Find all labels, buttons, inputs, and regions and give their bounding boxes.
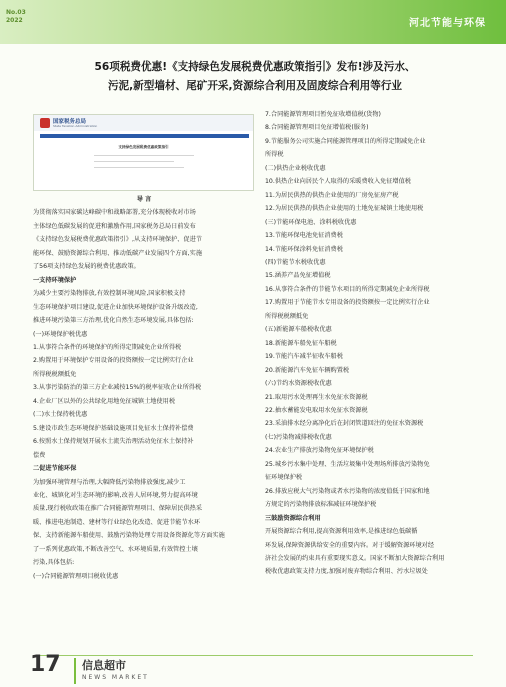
text-line — [94, 167, 184, 168]
subsection-heading: (七)污染物减排税收优惠 — [265, 433, 332, 441]
list-item: 所得税 — [265, 151, 284, 159]
subsection-heading: (一)环境保护税优惠 — [33, 330, 88, 338]
footer-accent-bar — [74, 658, 76, 684]
list-item: 所得税税额抵免 — [33, 370, 77, 378]
header-band — [0, 0, 506, 44]
list-item: 14.节能环保涂料免征消费税 — [265, 245, 343, 253]
subsection-heading: (二)水土保持税优惠 — [33, 411, 88, 419]
paragraph-line: 了一系列优惠政策,不断改善空气、水环境质量,有效管控土壤 — [33, 545, 198, 553]
list-item: 25.城乡污水集中处理、生活垃圾集中处理场所排放污染物免 — [265, 460, 430, 468]
list-item: 所得税税额抵免 — [265, 312, 309, 320]
paragraph-line: 为加强环境管理与治理,大幅降低污染物排放强度,减少工 — [33, 478, 186, 486]
section-heading: 一支持环境保护 — [33, 276, 77, 284]
magazine-section-cn: 信息超市 — [82, 659, 126, 672]
paragraph-line: 污染,具体包括: — [33, 559, 75, 567]
headline-line: 污泥,新型墙材、尾矿开采,资源综合利用及固废综合利用等行业 — [107, 80, 403, 92]
section-title: 河北节能与环保 — [409, 18, 486, 29]
paragraph-line: 环发展,保障资源供给安全的重要内容。对于缓解资源环境对经 — [265, 541, 435, 549]
list-item: 26.排放应税大气污染物或者水污染物的浓度值低于国家和地 — [265, 487, 430, 495]
site-nav-bar — [40, 134, 249, 138]
list-item: 11.为居民供热的供热企业使用的厂房免征房产税 — [265, 191, 399, 199]
list-item: 方规定的污染物排放标准减征环境保护税 — [265, 501, 377, 509]
list-item: 13.节能环保电池免征消费税 — [265, 232, 343, 240]
text-line — [94, 161, 174, 162]
subsection-heading: (三)节能环保电池、涂料税收优惠 — [265, 218, 357, 226]
subsection-heading: (五)新能源车船税收优惠 — [265, 326, 332, 334]
paragraph-line: 《支持绿色发展税费优惠政策指引》,从支持环境保护、促进节 — [33, 236, 203, 244]
list-item: 17.购置用于节能节水专用设备的投资额按一定比例实行企业 — [265, 299, 430, 307]
list-item: 1.从事符合条件的环境保护的所得定期减免企业所得税 — [33, 343, 182, 351]
paragraph-line: 导 言 — [136, 196, 152, 203]
list-item: 20.新能源汽车免征车辆购置税 — [265, 366, 350, 374]
issue-label — [6, 9, 26, 25]
list-item: 3.从事污染防治的第三方企业减按15%的税率征收企业所得税 — [33, 384, 202, 392]
tax-bureau-logo — [40, 118, 50, 128]
list-item: 10.供热企业向居民个人取得的采暖费收入免征增值税 — [265, 178, 411, 186]
left-column — [33, 193, 255, 583]
issue-year: 2022 — [6, 17, 23, 24]
article-headline — [40, 58, 470, 96]
paragraph-line: 税收优惠政策支持力度,加强对废弃物综合利用、污水垃圾处 — [265, 568, 428, 576]
list-item: 7.合同能源管理项目暂免征收增值税(货物) — [265, 111, 381, 118]
list-item: 18.新能源车船免征车船税 — [265, 339, 337, 347]
paragraph-line: 为减少主要污染物排放,有效控制环境风险,国家积极支持 — [33, 290, 186, 298]
paragraph-line: 主体绿色低碳发展的促进和激励作用,国家税务总局日前发布 — [33, 222, 196, 230]
site-brand-en: State Taxation Administration — [53, 124, 98, 128]
doc-title: 支持绿色发展税费优惠政策指引 — [118, 145, 169, 149]
subsection-heading: (二)供热企业税收优惠 — [265, 164, 326, 172]
section-heading: 二促进节能环保 — [33, 465, 77, 473]
subsection-heading: (六)节约水资源税收优惠 — [265, 380, 332, 388]
paragraph-line: 生态环境保护项目建设,促进企业加快环境保护设备升级改造, — [33, 303, 198, 311]
subsection-heading: (四)节能节水税收优惠 — [265, 258, 326, 266]
list-item: 偿费 — [33, 451, 46, 459]
right-column — [265, 108, 483, 579]
paragraph-line: 质量,现行税收政策在推广合同能源管理项目、保障居民供热采 — [33, 505, 203, 513]
paragraph-line: 推进环境污染第三方治理,优化自然生态环境发展,具体包括: — [33, 317, 194, 325]
list-item: 19.节能汽车减半征收车船税 — [265, 353, 343, 361]
paragraph-line: 暖、推进电池制造、建材等行业绿色化改造、促进节能节水环 — [33, 518, 201, 526]
list-item: 24.农业生产排放污染物免征环境保护税 — [265, 447, 374, 455]
site-brand: 国家税务总局 — [53, 119, 87, 125]
list-item: 23.采油排水经分离净化后在封闭管道回注的免征水资源税 — [265, 420, 424, 428]
list-item: 22.抽水蓄能发电取用水免征水资源税 — [265, 406, 368, 414]
section-heading: 三鼓励资源综合利用 — [265, 514, 321, 522]
list-item: 12.为居民供热的供热企业使用的土地免征城镇土地使用税 — [265, 205, 424, 213]
list-item: 6.按照水土保持规划开展水土流失治理活动免征水土保持补 — [33, 438, 194, 446]
list-item: 8.合同能源管理项目免征增值税(服务) — [265, 124, 369, 132]
paragraph-line: 能环保、鼓励资源综合利用、推动低碳产业发展四个方面,实施 — [33, 249, 203, 257]
list-item: 2.购置用于环境保护专用设备的投资额按一定比例实行企业 — [33, 357, 194, 365]
headline-line: 56项税费优惠!《支持绿色发展税费优惠政策指引》发布!涉及污水、 — [94, 61, 416, 73]
list-item: 16.从事符合条件的节能节水项目的所得定期减免企业所得税 — [265, 285, 430, 293]
tax-bureau-screenshot — [33, 114, 254, 191]
list-item: 4.企业厂区以外的公共绿化用地免征城镇土地使用税 — [33, 397, 176, 405]
paragraph-line: 开展资源综合利用,提高资源利用效率,是推进绿色低碳循 — [265, 528, 418, 536]
page-number: 17 — [30, 652, 61, 677]
paragraph-line: 了56项支持绿色发展的税费优惠政策。 — [33, 263, 140, 271]
subsection-heading: (一)合同能源管理项目税收优惠 — [33, 572, 119, 580]
paragraph-line: 业化、城镇化对生态环境的影响,改善人居环境,努力提高环境 — [33, 491, 198, 499]
paragraph-line: 济社会发展的约束具有重要现实意义。国家不断加大资源综合利用 — [265, 554, 445, 562]
list-item: 9.节能服务公司实施合同能源管理项目的所得定期减免企业 — [265, 137, 426, 145]
list-item: 5.建设市政生态环境保护基础设施项目免征水土保持补偿费 — [33, 424, 194, 432]
paragraph-line: 为贯彻落实国家碳达峰碳中和战略部署,充分体现税收对市场 — [33, 209, 196, 217]
paragraph-line: 保、支持新能源车船使用、鼓励污染物处理专用设备资源化等方面实施 — [33, 532, 225, 540]
list-item: 21.取用污水处理再生水免征水资源税 — [265, 393, 368, 401]
footer-divider — [33, 655, 473, 656]
text-line — [94, 155, 194, 156]
magazine-section-en: NEWS MARKET — [82, 674, 149, 681]
issue-number: No.03 — [6, 9, 26, 16]
list-item: 征环境保护税 — [265, 474, 303, 482]
list-item: 15.涵养产品免征增值税 — [265, 272, 331, 280]
